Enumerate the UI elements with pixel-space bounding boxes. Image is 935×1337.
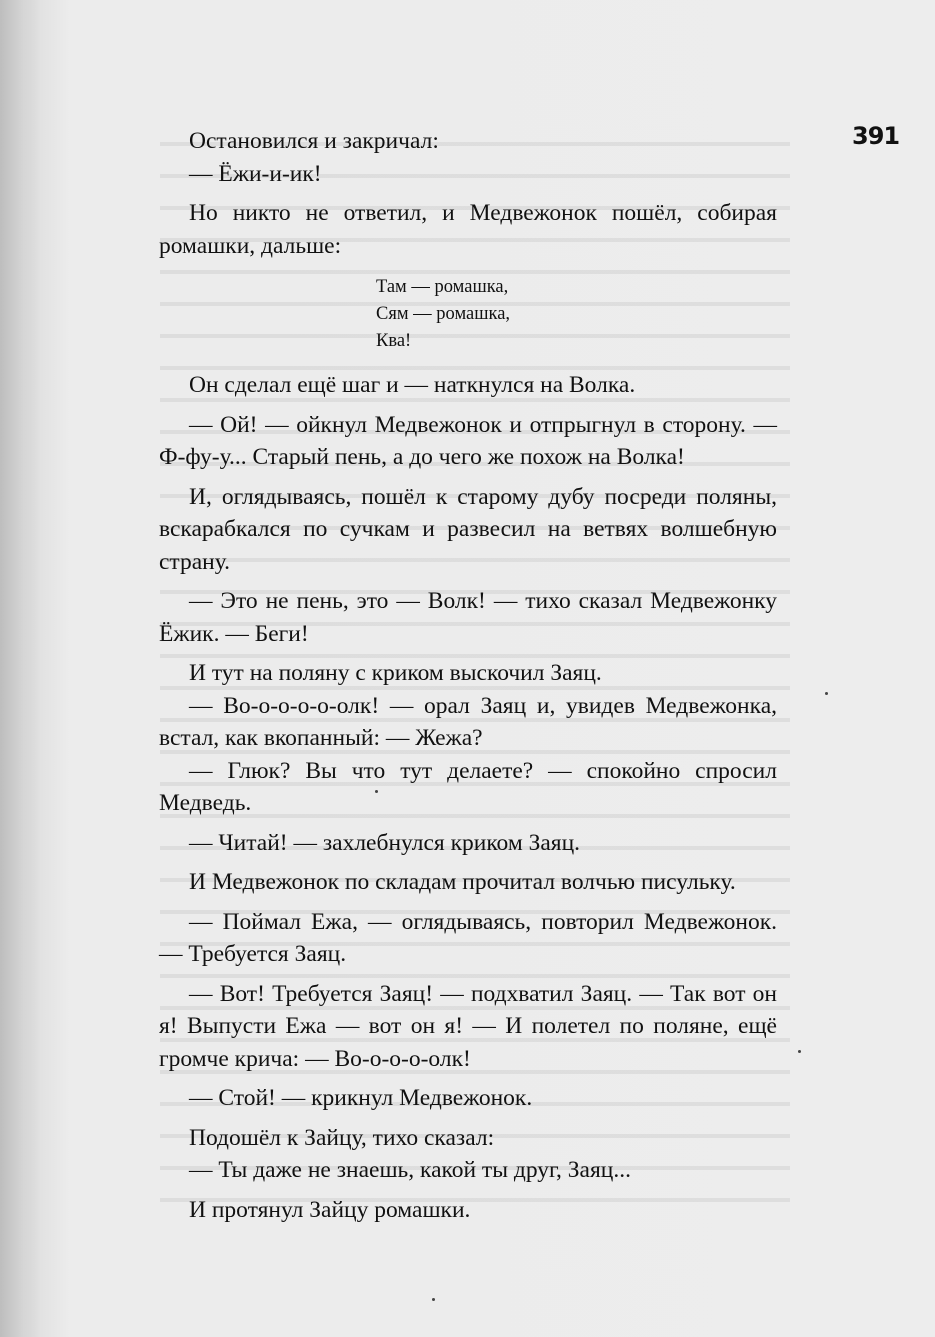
paragraph: И, оглядываясь, пошёл к старому дубу посреди поляны, вскарабкался по сучкам и развесил на ветвях волшебную страну. bbox=[159, 483, 777, 575]
book-spine-shadow bbox=[0, 0, 40, 1337]
poem-verse bbox=[376, 274, 777, 355]
paragraph: — Глюк? Вы что тут делаете? — спокойно спросил Медведь. bbox=[159, 757, 777, 816]
paragraph: И тут на поляну с криком выскочил Заяц. bbox=[189, 660, 602, 686]
poem-line: Там — ромашка, bbox=[376, 277, 509, 297]
print-speck bbox=[825, 692, 828, 695]
paragraph: — Ой! — ойкнул Медвежонок и отпрыгнул в сторону. — Ф-фу-у... Старый пень, а до чего же похож на Волка! bbox=[159, 411, 777, 470]
paragraph: — Вот! Требуется Заяц! — подхватил Заяц. — Так вот он я! Выпусти Ежа — вот он я! — И полетел по поляне, ещё громче крича: — Во-о-о-о-олк! bbox=[159, 980, 777, 1072]
paragraph: — Поймал Ежа, — оглядываясь, повторил Медвежонок. — Требуется Заяц. bbox=[159, 908, 777, 967]
paragraph: — Читай! — захлебнулся криком Заяц. bbox=[189, 829, 581, 856]
page-number: 391 bbox=[852, 122, 900, 150]
paragraph: Остановился и закричал: bbox=[189, 128, 439, 154]
paragraph: Подошёл к Зайцу, тихо сказал: bbox=[189, 1124, 495, 1151]
paragraph: — Во-о-о-о-о-олк! — орал Заяц и, увидев Медвежонка, встал, как вкопанный: — Жежа? bbox=[159, 692, 777, 751]
paragraph: — Ёжи-и-ик! bbox=[189, 160, 322, 187]
print-speck bbox=[798, 1050, 801, 1053]
print-speck bbox=[432, 1298, 435, 1301]
paragraph: — Ты даже не знаешь, какой ты друг, Заяц... bbox=[189, 1157, 631, 1183]
paragraph: И протянул Зайцу ромашки. bbox=[189, 1196, 471, 1223]
paragraph: — Стой! — крикнул Медвежонок. bbox=[189, 1085, 533, 1111]
poem-line: Сям — ромашка, bbox=[376, 304, 511, 324]
paragraph: И Медвежонок по складам прочитал волчью писульку. bbox=[189, 869, 736, 895]
print-speck bbox=[375, 790, 378, 793]
paragraph: — Это не пень, это — Волк! — тихо сказал Медвежонку Ёжик. — Беги! bbox=[159, 588, 777, 647]
poem-line: Ква! bbox=[376, 331, 412, 351]
body-text bbox=[159, 125, 777, 1226]
paragraph: Он сделал ещё шаг и — наткнулся на Волка. bbox=[189, 372, 636, 398]
paragraph: Но никто не ответил, и Медвежонок пошёл, собирая ромашки, дальше: bbox=[159, 200, 777, 259]
